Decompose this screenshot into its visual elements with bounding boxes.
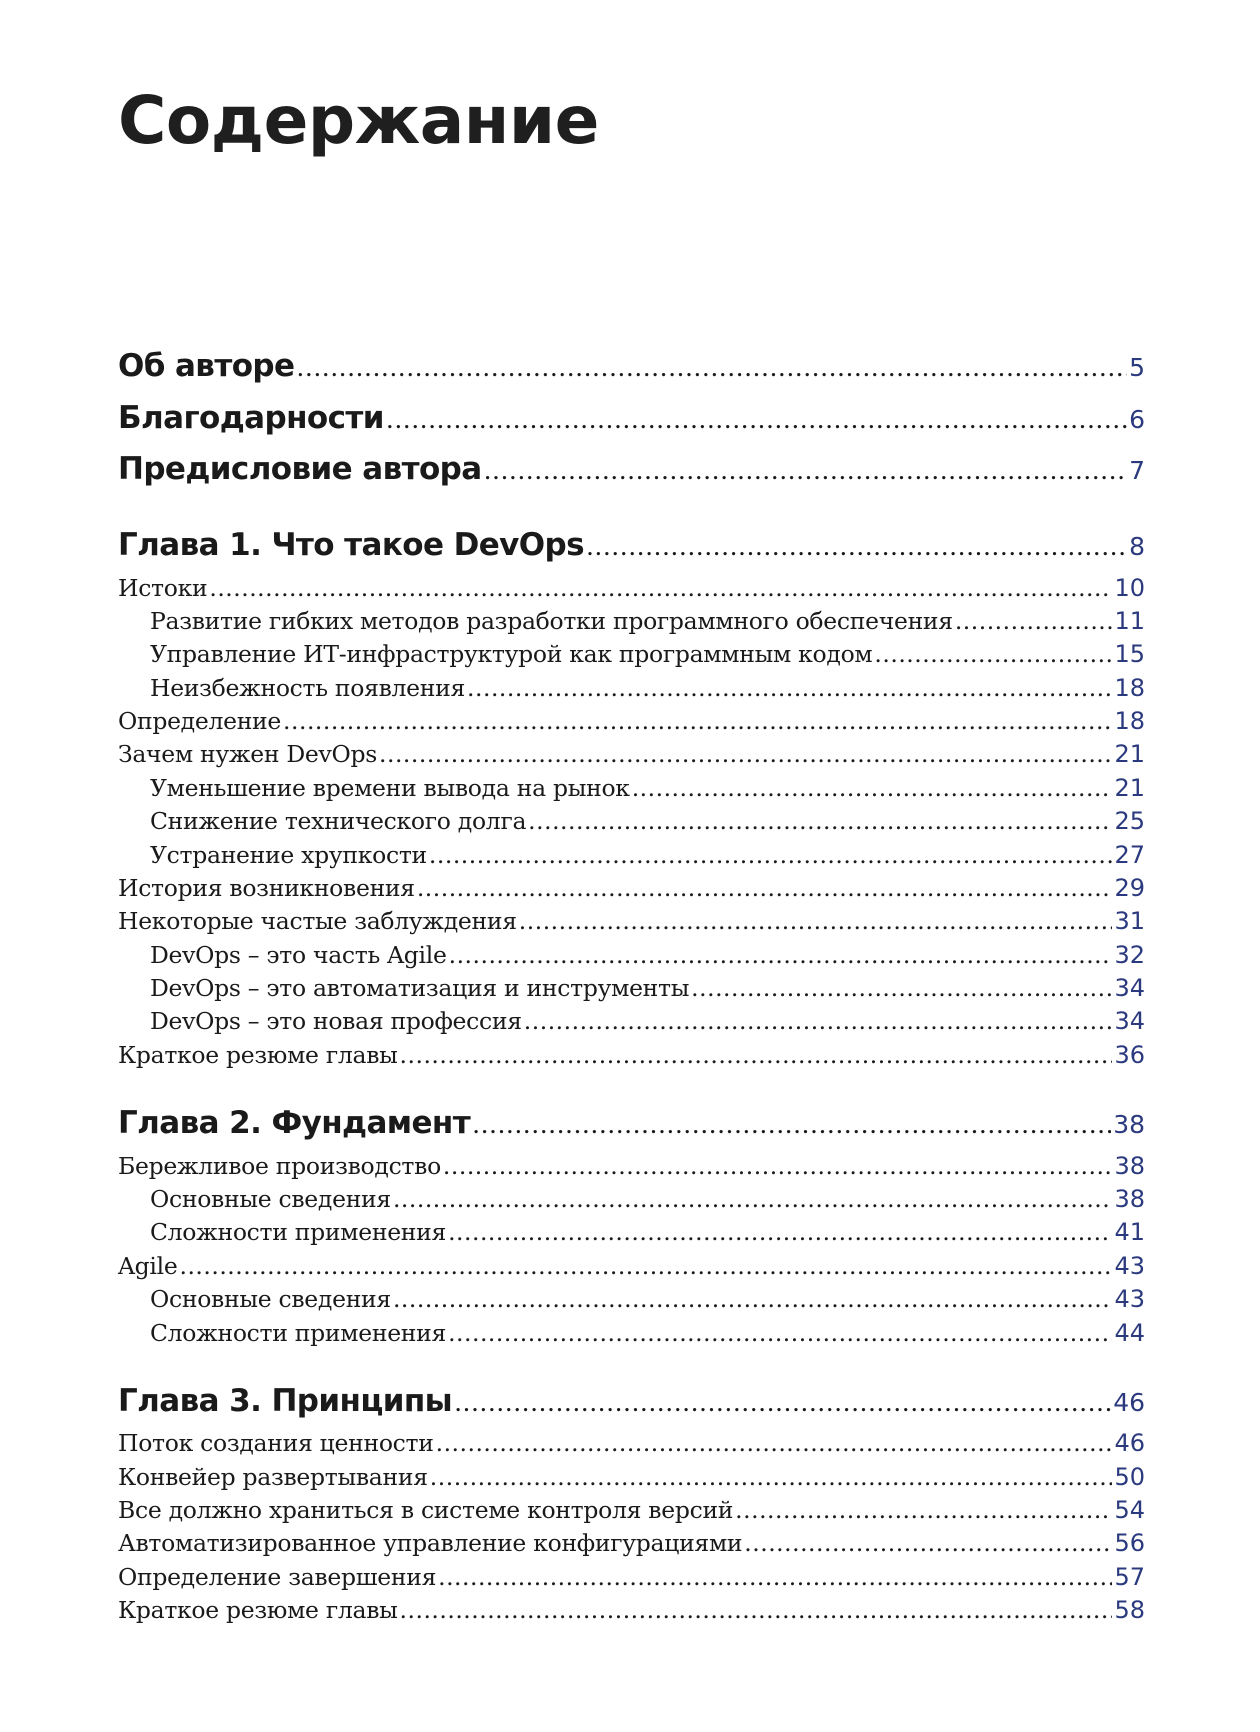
toc-entry-label: Определение завершения (118, 1563, 437, 1591)
dot-leader (472, 1103, 1111, 1147)
toc-entry-page: 5 (1129, 353, 1145, 382)
dot-leader (436, 1427, 1113, 1460)
toc-entry-page: 36 (1114, 1041, 1145, 1069)
toc-entry-label: Благодарности (118, 400, 384, 436)
toc-chapter[interactable] (118, 1379, 1145, 1423)
toc-subentry[interactable] (118, 672, 1145, 705)
dot-leader (179, 1250, 1112, 1283)
dot-leader (735, 1494, 1112, 1527)
toc-subentry[interactable] (118, 1183, 1145, 1216)
toc-subentry[interactable] (118, 1283, 1145, 1316)
dot-leader (586, 525, 1127, 569)
toc-subentry[interactable] (118, 638, 1145, 671)
toc-entry[interactable] (118, 1150, 1145, 1183)
dot-leader (296, 346, 1127, 390)
toc-chapter[interactable] (118, 523, 1145, 567)
toc-entry-label: Поток создания ценности (118, 1429, 434, 1457)
toc-entry-label: Глава 3. Принципы (118, 1383, 453, 1419)
toc-entry-page: 57 (1114, 1563, 1145, 1591)
toc-entry-label: DevOps – это новая профессия (150, 1007, 522, 1035)
toc-entry-label: Краткое резюме главы (118, 1596, 398, 1624)
toc-entry-page: 21 (1114, 774, 1145, 802)
toc-entry[interactable] (118, 905, 1145, 938)
toc-entry[interactable] (118, 1527, 1145, 1560)
toc-entry-page: 38 (1114, 1152, 1145, 1180)
dot-leader (393, 1183, 1113, 1216)
toc-entry-page: 11 (1114, 607, 1145, 635)
dot-leader (448, 1216, 1112, 1249)
toc-entry-page: 34 (1114, 1007, 1145, 1035)
toc-entry-page: 34 (1114, 974, 1145, 1002)
toc-entry-page: 43 (1114, 1285, 1145, 1313)
toc-subentry[interactable] (118, 939, 1145, 972)
dot-leader (429, 839, 1113, 872)
toc-entry-page: 18 (1114, 674, 1145, 702)
toc-entry-label: Agile (118, 1252, 178, 1280)
toc-entry-label: Неизбежность появления (150, 674, 466, 702)
toc-entry-page: 43 (1114, 1252, 1145, 1280)
toc-entry-label: Основные сведения (150, 1285, 391, 1313)
toc-entry-label: Определение (118, 707, 282, 735)
dot-leader (448, 1317, 1112, 1350)
toc-entry-page: 6 (1129, 405, 1145, 434)
toc-entry[interactable] (118, 1561, 1145, 1594)
toc-entry-label: Все должно храниться в системе контроля версий (118, 1496, 734, 1524)
toc-entry-label: DevOps – это автоматизация и инструменты (150, 974, 690, 1002)
toc-entry-page: 44 (1114, 1319, 1145, 1347)
toc-entry[interactable] (118, 1494, 1145, 1527)
dot-leader (400, 1594, 1113, 1627)
toc-entry[interactable] (118, 872, 1145, 905)
toc-entry-label: Истоки (118, 574, 208, 602)
dot-leader (449, 939, 1113, 972)
dot-leader (400, 1039, 1113, 1072)
toc-entry[interactable] (118, 705, 1145, 738)
toc-entry-page: 15 (1114, 640, 1145, 668)
toc-subentry[interactable] (118, 839, 1145, 872)
toc-subentry[interactable] (118, 1005, 1145, 1038)
dot-leader (438, 1561, 1112, 1594)
dot-leader (467, 672, 1112, 705)
toc-entry-page: 31 (1114, 907, 1145, 935)
dot-leader (454, 1381, 1111, 1425)
toc-entry-label: Сложности применения (150, 1218, 447, 1246)
toc-entry[interactable] (118, 344, 1145, 388)
toc-entry[interactable] (118, 1039, 1145, 1072)
toc-entry-label: Краткое резюме главы (118, 1041, 398, 1069)
toc-entry-page: 54 (1114, 1496, 1145, 1524)
dot-leader (484, 449, 1128, 493)
toc-entry[interactable] (118, 396, 1145, 440)
toc-entry-page: 25 (1114, 807, 1145, 835)
toc-entry-page: 21 (1114, 740, 1145, 768)
toc-entry[interactable] (118, 1427, 1145, 1460)
toc-entry-label: Бережливое производство (118, 1152, 441, 1180)
toc-entry-label: Предисловие автора (118, 451, 482, 487)
toc-entry-label: История возникновения (118, 874, 415, 902)
toc-entry-page: 41 (1114, 1218, 1145, 1246)
toc-entry-page: 50 (1114, 1463, 1145, 1491)
toc-subentry[interactable] (118, 1317, 1145, 1350)
dot-leader (393, 1283, 1113, 1316)
dot-leader (632, 772, 1113, 805)
dot-leader (443, 1150, 1113, 1183)
toc-entry-label: Развитие гибких методов разработки программного обеспечения (150, 607, 953, 635)
toc-entry-page: 56 (1114, 1529, 1145, 1557)
dot-leader (528, 805, 1112, 838)
toc-entry-label: Глава 1. Что такое DevOps (118, 527, 584, 563)
toc-entry[interactable] (118, 1461, 1145, 1494)
toc-entry-label: Основные сведения (150, 1185, 391, 1213)
toc-entry-label: Об авторе (118, 348, 295, 384)
toc-entry-page: 29 (1114, 874, 1145, 902)
toc-subentry[interactable] (118, 1216, 1145, 1249)
dot-leader (283, 705, 1112, 738)
toc-entry-page: 58 (1114, 1596, 1145, 1624)
toc-entry-label: Некоторые частые заблуждения (118, 907, 517, 935)
toc-entry-page: 27 (1114, 841, 1145, 869)
toc-entry-page: 18 (1114, 707, 1145, 735)
dot-leader (744, 1527, 1112, 1560)
dot-leader (209, 572, 1112, 605)
table-of-contents (118, 0, 1145, 1732)
toc-entry-page: 38 (1113, 1110, 1145, 1139)
toc-entry-label: Сложности применения (150, 1319, 447, 1347)
toc-entry-label: Конвейер развертывания (118, 1463, 428, 1491)
toc-entry[interactable] (118, 572, 1145, 605)
toc-entry-page: 46 (1114, 1429, 1145, 1457)
toc-entry-page: 10 (1114, 574, 1145, 602)
toc-entry[interactable] (118, 1594, 1145, 1627)
dot-leader (874, 638, 1112, 671)
dot-leader (379, 738, 1112, 771)
toc-entry-label: Уменьшение времени вывода на рынок (150, 774, 630, 802)
toc-entry-label: DevOps – это часть Agile (150, 941, 447, 969)
toc-entry-page: 8 (1129, 532, 1145, 561)
toc-entry-page: 46 (1113, 1388, 1145, 1417)
toc-entry-label: Устранение хрупкости (150, 841, 427, 869)
dot-leader (955, 605, 1113, 638)
toc-entry[interactable] (118, 1250, 1145, 1283)
toc-subentry[interactable] (118, 772, 1145, 805)
dot-leader (386, 398, 1127, 442)
toc-subentry[interactable] (118, 972, 1145, 1005)
toc-entry[interactable] (118, 738, 1145, 771)
toc-entry-label: Управление ИТ-инфраструктурой как программным кодом (150, 640, 873, 668)
toc-subentry[interactable] (118, 605, 1145, 638)
dot-leader (691, 972, 1112, 1005)
toc-entry-page: 38 (1114, 1185, 1145, 1213)
toc-entry-label: Глава 2. Фундамент (118, 1105, 471, 1141)
toc-entry[interactable] (118, 447, 1145, 491)
page-title: Содержание (118, 82, 599, 159)
dot-leader (417, 872, 1113, 905)
dot-leader (430, 1461, 1113, 1494)
toc-chapter[interactable] (118, 1101, 1145, 1145)
toc-entry-label: Автоматизированное управление конфигурациями (118, 1529, 743, 1557)
toc-subentry[interactable] (118, 805, 1145, 838)
toc-entry-label: Зачем нужен DevOps (118, 740, 377, 768)
toc-entry-page: 32 (1114, 941, 1145, 969)
toc-entry-page: 7 (1129, 456, 1145, 485)
dot-leader (519, 905, 1113, 938)
dot-leader (524, 1005, 1113, 1038)
toc-entry-label: Снижение технического долга (150, 807, 527, 835)
